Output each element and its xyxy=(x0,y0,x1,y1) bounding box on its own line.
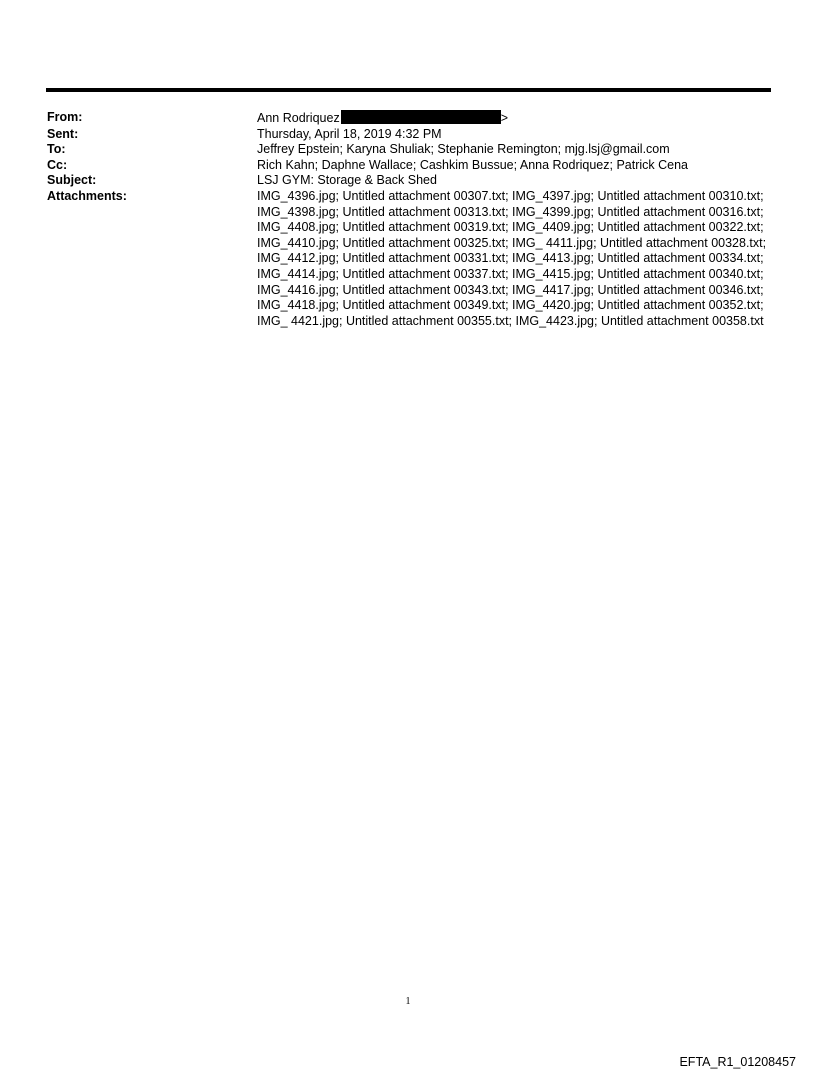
attachments-value: IMG_4396.jpg; Untitled attachment 00307.txt; IMG_4397.jpg; Untitled attachment 00310.txt; IMG_4398.jpg; Untitled attachment 00313.txt; IMG_4399.jpg; Untitled attachment 00316.txt; IMG_4408.jpg; Untitled attachment 00319.txt; IMG_4409.jpg; Untitled attachment 00322.txt; IMG_4410.jpg; Untitled attachment 00325.txt; IMG_ 4411.jpg; Untitled attachment 00328.txt; IMG_4412.jpg; Untitled attachment 00331.txt; IMG_4413.jpg; Untitled attachment 00334.txt; IMG_4414.jpg; Untitled attachment 00337.txt; IMG_4415.jpg; Untitled attachment 00340.txt; IMG_4416.jpg; Untitled attachment 00343.txt; IMG_4417.jpg; Untitled attachment 00346.txt; IMG_4418.jpg; Untitled attachment 00349.txt; IMG_4420.jpg; Untitled attachment 00352.txt; IMG_ 4421.jpg; Untitled attachment 00355.txt; IMG_4423.jpg; Untitled attachment 00358.txt xyxy=(257,188,767,328)
document-id: EFTA_R1_01208457 xyxy=(679,1055,796,1069)
from-label: From: xyxy=(47,110,83,124)
cc-value: Rich Kahn; Daphne Wallace; Cashkim Bussue; Anna Rodriquez; Patrick Cena xyxy=(257,157,689,172)
from-name: Ann Rodriquez xyxy=(257,111,340,125)
from-row xyxy=(47,110,771,127)
subject-label: Subject: xyxy=(47,173,97,188)
subject-value: LSJ GYM: Storage & Back Shed xyxy=(257,173,437,188)
redaction-box xyxy=(341,110,501,124)
attachments-label: Attachments: xyxy=(47,188,127,203)
email-header xyxy=(47,110,771,329)
sent-label: Sent: xyxy=(47,126,79,141)
from-trailing: > xyxy=(500,111,509,125)
to-label: To: xyxy=(47,142,66,157)
from-value xyxy=(257,110,771,127)
cc-label: Cc: xyxy=(47,157,68,172)
subject-row xyxy=(47,173,771,189)
to-value: Jeffrey Epstein; Karyna Shuliak; Stephanie Remington; mjg.lsj@gmail.com xyxy=(257,142,670,157)
sent-value: Thursday, April 18, 2019 4:32 PM xyxy=(257,126,442,141)
header-divider xyxy=(46,88,771,92)
sent-row xyxy=(47,127,771,143)
attachments-row xyxy=(47,189,771,329)
cc-row xyxy=(47,158,771,174)
to-row xyxy=(47,142,771,158)
page-number: 1 xyxy=(405,996,411,1007)
